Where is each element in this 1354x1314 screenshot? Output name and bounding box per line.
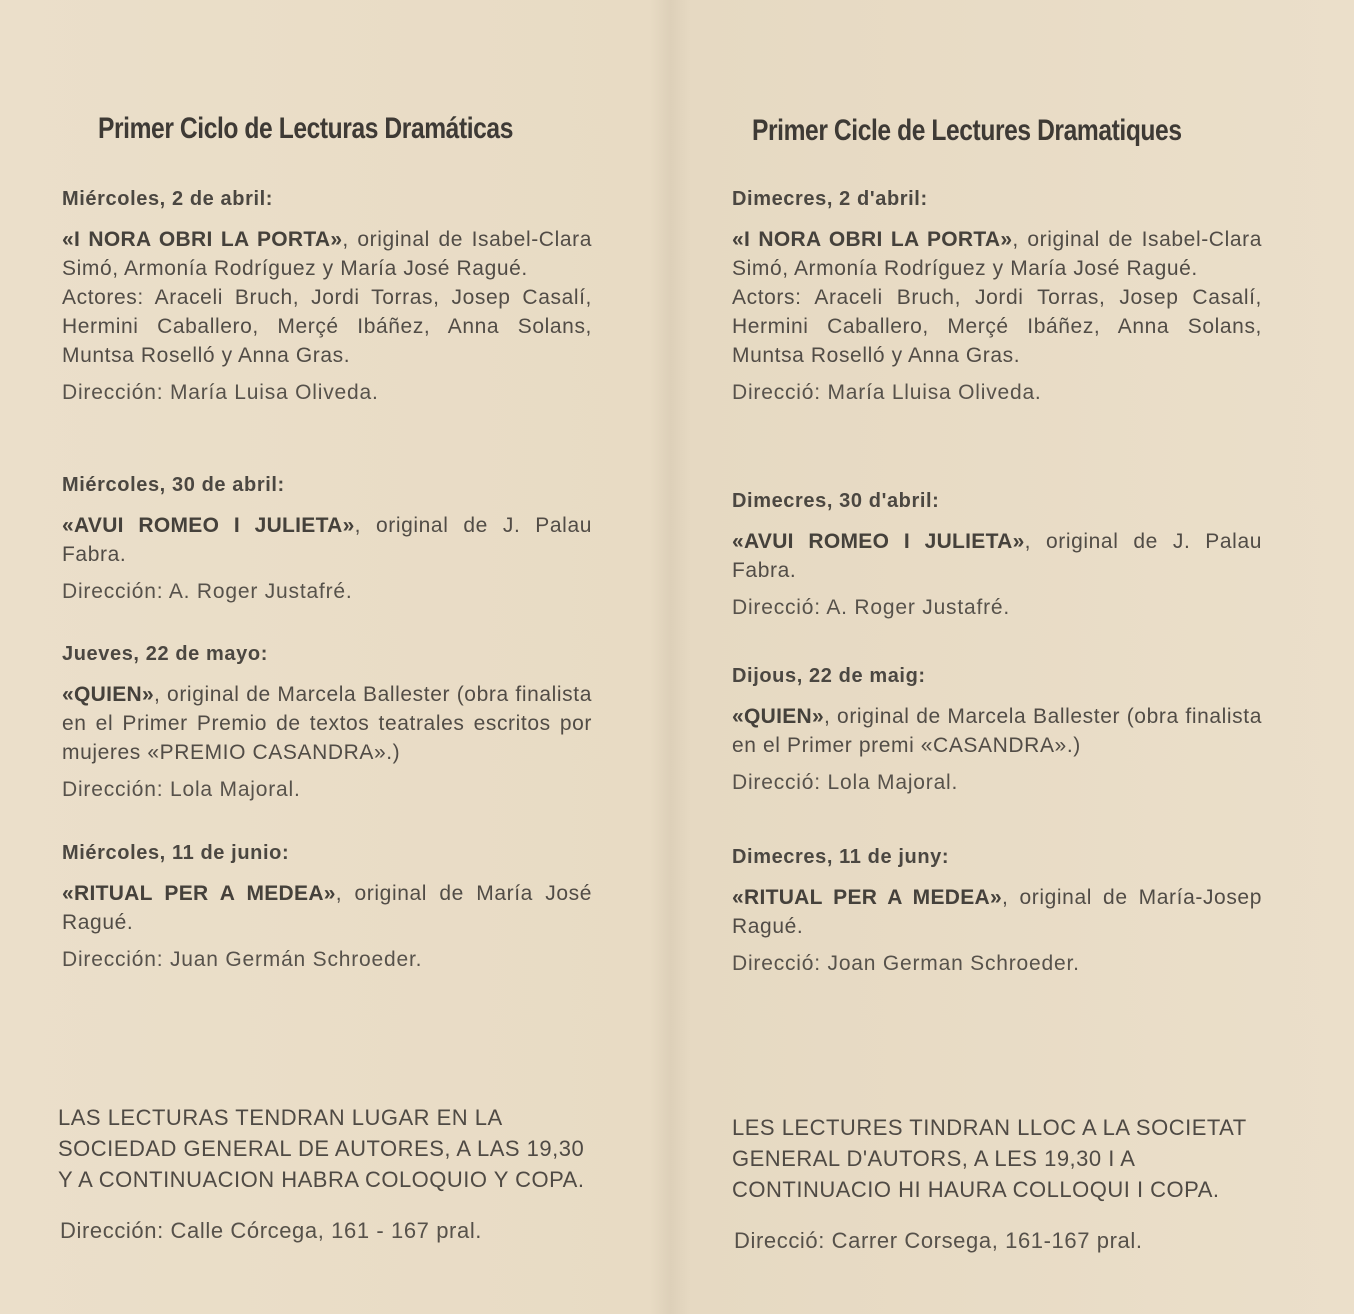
event-description: [62, 879, 592, 937]
event-direction: Dirección: Juan Germán Schroeder.: [62, 948, 423, 971]
play-details: , original de J. Palau Fabra.: [732, 530, 1262, 582]
play-title: «RITUAL PER A MEDEA»: [62, 882, 336, 905]
play-details: , original de J. Palau Fabra.: [62, 514, 592, 566]
event-direction: Dirección: Lola Majoral.: [62, 778, 301, 801]
event-actors: Actores: Araceli Bruch, Jordi Torras, Josep Casalí, Hermini Caballero, Merçé Ibáñez, Anna Solans, Muntsa Roselló y Anna Gras.: [62, 286, 592, 367]
event-description: [62, 225, 592, 283]
event-2: [732, 490, 1262, 622]
play-details: , original de María José Ragué.: [62, 882, 592, 934]
play-title: «QUIEN»: [62, 683, 154, 706]
event-date: Dimecres, 11 de juny:: [732, 846, 950, 868]
event-2: [62, 474, 592, 606]
event-1: [62, 188, 592, 407]
play-details: , original de María-Josep Ragué.: [732, 886, 1262, 938]
page-title: Primer Cicle de Lectures Dramatiques: [752, 114, 1182, 147]
play-title: «I NORA OBRI LA PORTA»: [732, 228, 1013, 251]
event-4: [732, 846, 1262, 978]
event-date: Miércoles, 2 de abril:: [62, 188, 274, 210]
event-date: Dijous, 22 de maig:: [732, 665, 926, 687]
event-3: [62, 643, 592, 804]
event-description: [62, 511, 592, 569]
play-details: , original de Marcela Ballester (obra finalista en el Primer premi «CASANDRA».): [732, 705, 1262, 757]
event-description: [62, 680, 592, 767]
venue-notice: LAS LECTURAS TENDRAN LUGAR EN LA SOCIEDAD GENERAL DE AUTORES, A LAS 19,30 Y A CONTINUACION HABRA COLOQUIO Y COPA.: [58, 1105, 585, 1192]
event-date: Miércoles, 30 de abril:: [62, 474, 285, 496]
event-direction: Direcció: A. Roger Justafré.: [732, 596, 1010, 619]
event-date: Miércoles, 11 de junio:: [62, 842, 290, 864]
venue-notice: LES LECTURES TINDRAN LLOC A LA SOCIETAT GENERAL D'AUTORS, A LES 19,30 I A CONTINUACIO HI HAURA COLLOQUI I COPA.: [732, 1115, 1247, 1202]
event-date: Dimecres, 2 d'abril:: [732, 188, 928, 210]
play-details: , original de Marcela Ballester (obra finalista en el Primer Premio de textos teatrales escritos por mujeres «PREMIO CASANDRA».): [62, 683, 592, 764]
event-4: [62, 842, 592, 974]
event-description: [732, 702, 1262, 760]
event-actors: Actors: Araceli Bruch, Jordi Torras, Josep Casalí, Hermini Caballero, Merçé Ibáñez, Anna Solans, Muntsa Roselló y Anna Gras.: [732, 286, 1262, 367]
venue-address: Direcció: Carrer Corsega, 161-167 pral.: [734, 1228, 1143, 1253]
event-description: [732, 225, 1262, 283]
event-direction: Dirección: A. Roger Justafré.: [62, 580, 353, 603]
play-title: «I NORA OBRI LA PORTA»: [62, 228, 343, 251]
event-date: Jueves, 22 de mayo:: [62, 643, 268, 665]
event-direction: Direcció: Joan German Schroeder.: [732, 952, 1080, 975]
play-title: «QUIEN»: [732, 705, 824, 728]
venue-address: Dirección: Calle Córcega, 161 - 167 pral.: [60, 1218, 483, 1243]
play-title: «AVUI ROMEO I JULIETA»: [732, 530, 1025, 553]
play-title: «AVUI ROMEO I JULIETA»: [62, 514, 355, 537]
event-direction: Dirección: María Luisa Oliveda.: [62, 381, 379, 404]
page-title: Primer Ciclo de Lecturas Dramáticas: [98, 112, 513, 145]
play-details: , original de Isabel-Clara Simó, Armonía Rodríguez y María José Ragué.: [732, 228, 1262, 280]
event-direction: Direcció: Lola Majoral.: [732, 771, 959, 794]
event-description: [732, 883, 1262, 941]
event-direction: Direcció: María Lluisa Oliveda.: [732, 381, 1042, 404]
event-description: [732, 527, 1262, 585]
event-date: Dimecres, 30 d'abril:: [732, 490, 940, 512]
play-details: , original de Isabel-Clara Simó, Armonía Rodríguez y María José Ragué.: [62, 228, 592, 280]
event-3: [732, 665, 1262, 797]
play-title: «RITUAL PER A MEDEA»: [732, 886, 1002, 909]
event-1: [732, 188, 1262, 407]
